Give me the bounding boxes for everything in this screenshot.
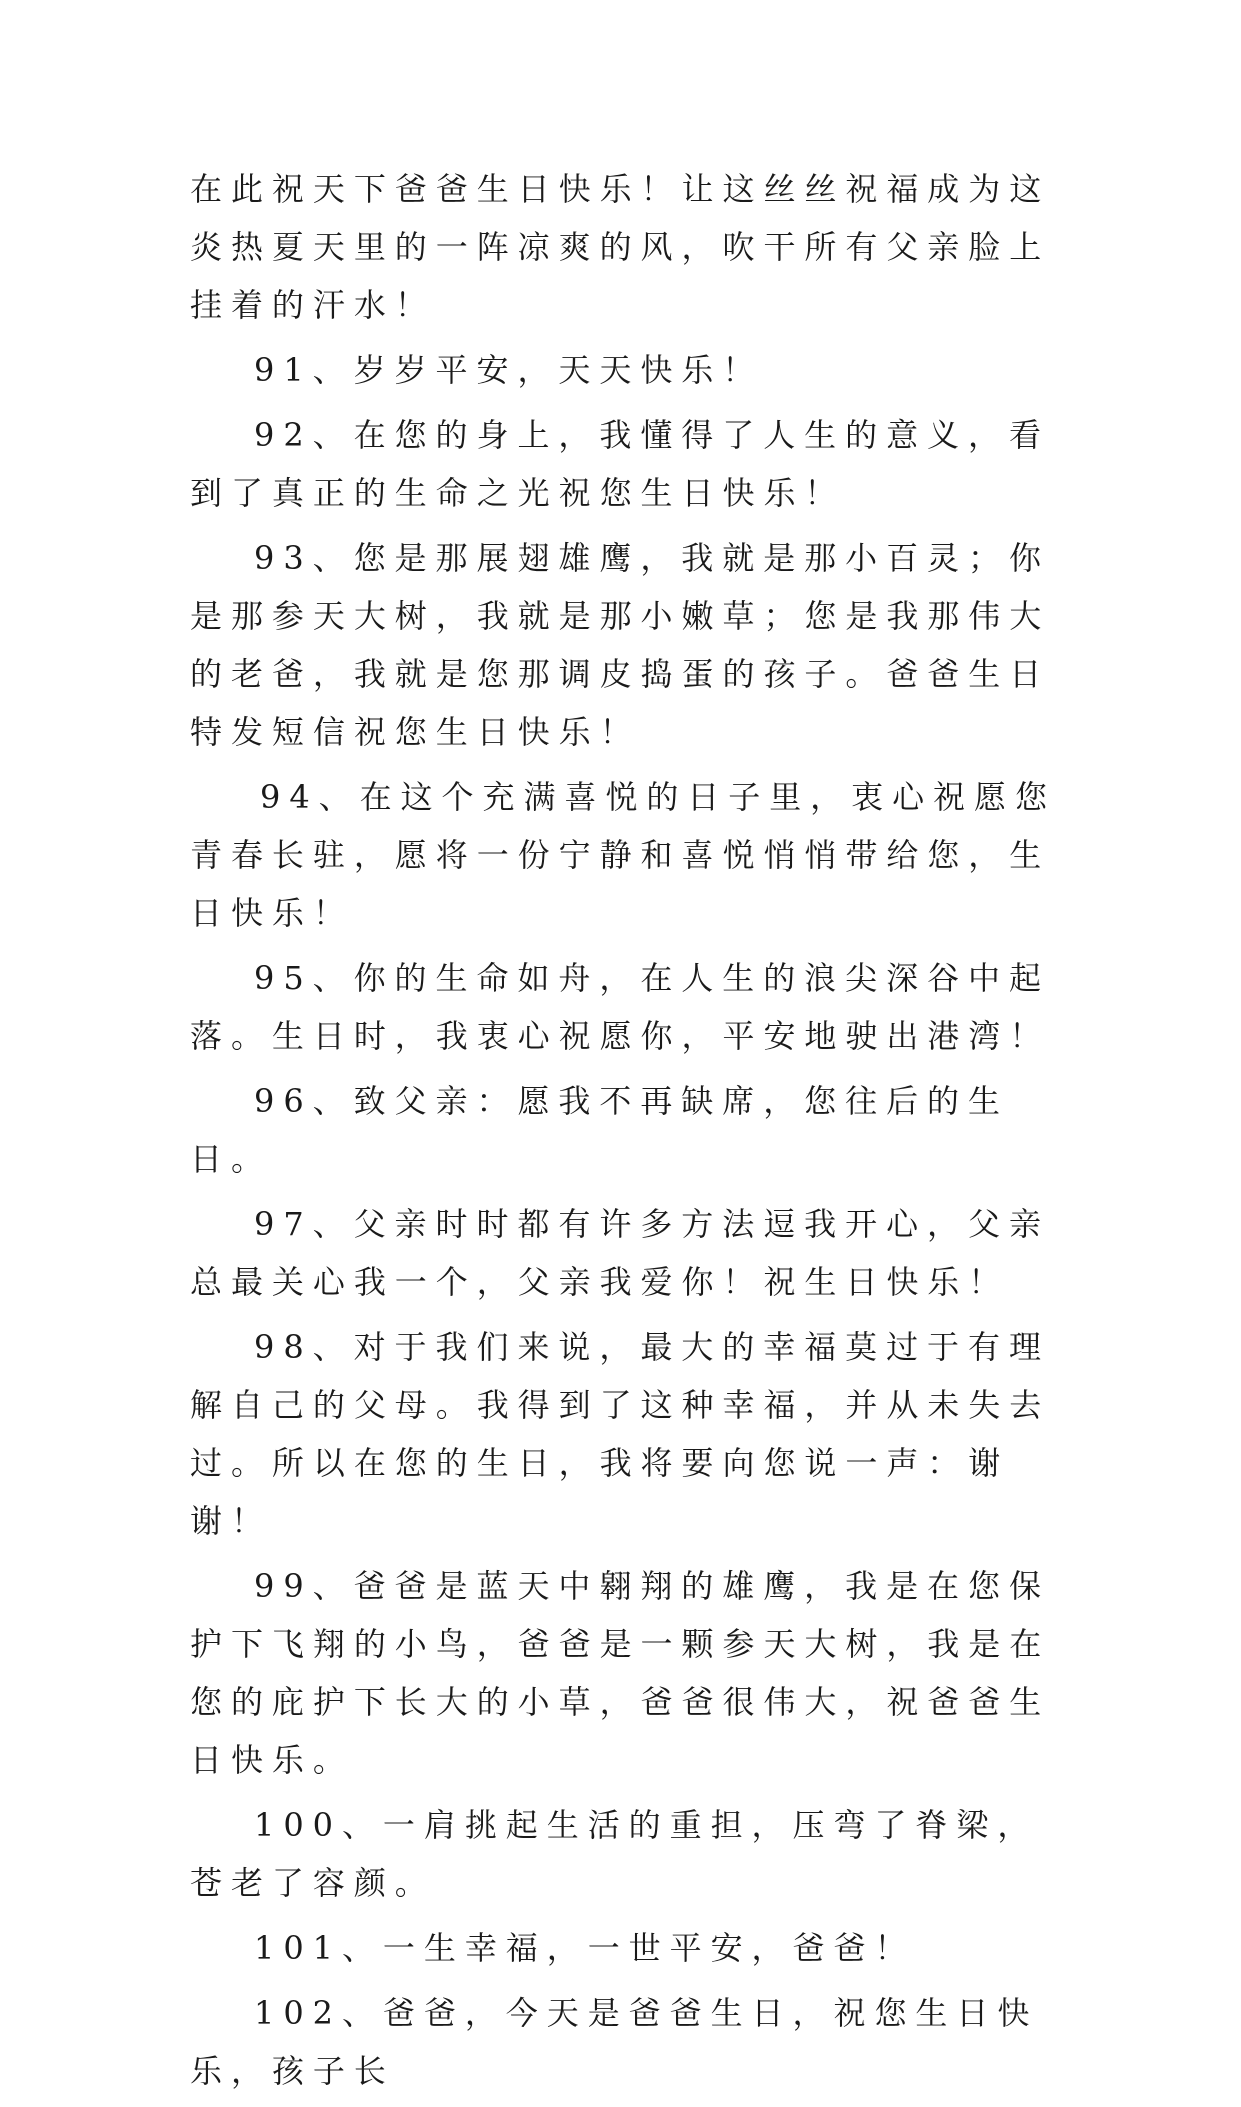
paragraph-91: 91、岁岁平安，天天快乐！ (254, 351, 764, 389)
paragraph-96: 96、致父亲：愿我不再缺席，您往后的生日。 (190, 1082, 1009, 1178)
paragraph-102: 102、爸爸，今天是爸爸生日，祝您生日快乐，孩子长 (190, 1994, 1039, 2090)
paragraph-97: 97、父亲时时都有许多方法逗我开心，父亲总最关心我一个，父亲我爱你！祝生日快乐！ (190, 1205, 1050, 1301)
paragraph-94: 94、在这个充满喜悦的日子里，衷心祝愿您青春长驻，愿将一份宁静和喜悦悄悄带给您，生日快乐！ (190, 778, 1056, 932)
paragraph-93: 93、您是那展翅雄鹰，我就是那小百灵；你是那参天大树，我就是那小嫩草；您是我那伟大的老爸，我就是您那调皮捣蛋的孩子。爸爸生日特发短信祝您生日快乐！ (190, 539, 1051, 751)
paragraph-95: 95、你的生命如舟，在人生的浪尖深谷中起落。生日时，我衷心祝愿你，平安地驶出港湾！ (190, 959, 1051, 1055)
paragraph-100: 100、一肩挑起生活的重担，压弯了脊梁，苍老了容颜。 (190, 1806, 1039, 1902)
paragraph-99: 99、爸爸是蓝天中翱翔的雄鹰，我是在您保护下飞翔的小鸟，爸爸是一颗参天大树，我是在您的庇护下长大的小草，爸爸很伟大，祝爸爸生日快乐。 (190, 1567, 1051, 1779)
document-body (190, 160, 1070, 2107)
paragraph-98: 98、对于我们来说，最大的幸福莫过于有理解自己的父母。我得到了这种幸福，并从未失去过。所以在您的生日，我将要向您说一声：谢谢！ (190, 1328, 1051, 1540)
paragraph-continuation: 在此祝天下爸爸生日快乐！让这丝丝祝福成为这炎热夏天里的一阵凉爽的风，吹干所有父亲脸上挂着的汗水！ (190, 170, 1051, 324)
paragraph-101: 101、一生幸福，一世平安，爸爸！ (254, 1929, 916, 1967)
paragraph-92: 92、在您的身上，我懂得了人生的意义，看到了真正的生命之光祝您生日快乐！ (190, 416, 1050, 512)
